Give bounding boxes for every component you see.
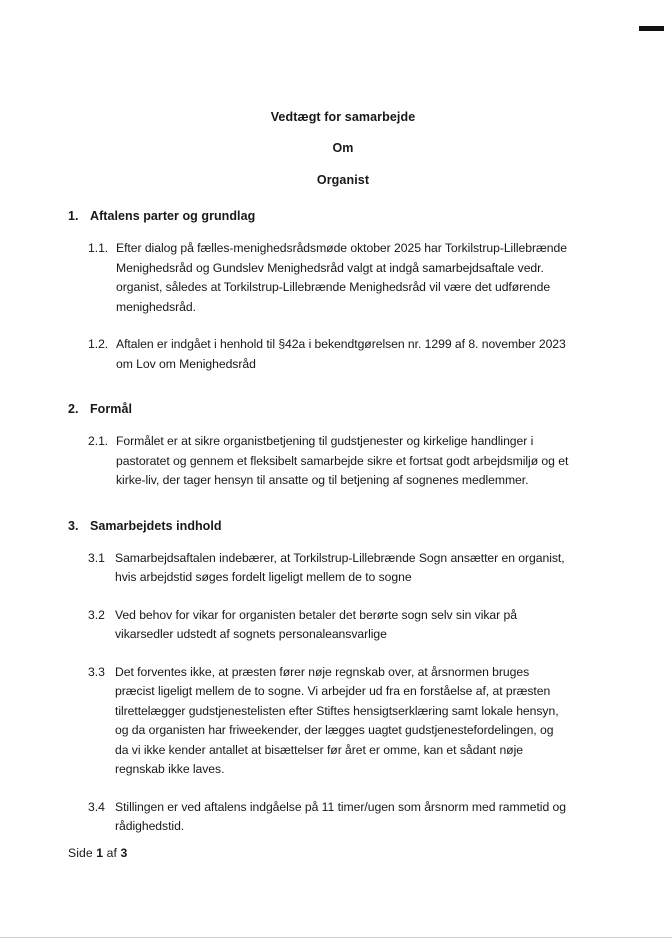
document-subtitle-organist: Organist [316, 173, 370, 187]
page-footer [68, 846, 127, 860]
document-title: Vedtægt for samarbejde [270, 110, 416, 124]
footer-total-pages: 3 [120, 846, 128, 860]
section-1-number: 1. [68, 209, 79, 223]
clause-3-1-number: 3.1 [88, 550, 105, 565]
section-3-heading [68, 519, 672, 533]
clause-1-1-number: 1.1. [88, 241, 109, 255]
clause-2-1-number: 2.1. [88, 434, 109, 448]
section-3-title: Samarbejdets indhold [90, 518, 222, 533]
footer-page-number: 1 [96, 846, 104, 860]
section-2-items [0, 432, 672, 491]
clause-3-4-number: 3.4 [88, 799, 105, 814]
document-title-block [0, 0, 672, 187]
section-1-items [0, 239, 672, 374]
clause-2-1 [88, 432, 570, 491]
clause-1-2 [88, 335, 570, 374]
footer-prefix: Side [68, 846, 97, 860]
clause-3-3 [88, 663, 570, 780]
section-2 [0, 402, 672, 491]
section-2-number: 2. [68, 402, 79, 416]
footer-middle: af [103, 846, 121, 860]
clause-1-2-number: 1.2. [88, 337, 109, 351]
section-3 [0, 519, 672, 837]
clause-1-1-text: Efter dialog på fælles-menighedsrådsmøde oktober 2025 har Torkilstrup-Lillebrænde Menighedsråd og Gundslev Menighedsråd valgt at indgå samarbejdsaftale vedr. organist, således at Torkilstrup-Lillebrænde Menighedsråd vil være det udførende menighedsråd. [116, 241, 567, 314]
clause-3-4 [88, 798, 570, 837]
clause-3-1-text: Samarbejdsaftalen indebærer, at Torkilstrup-Lillebrænde Sogn ansætter en organist, hvis arbejdstid søges fordelt ligeligt mellem de to sogne [115, 550, 565, 584]
clause-2-1-text: Formålet er at sikre organistbetjening til gudstjenester og kirkelige handlinger i pastoratet og gennem et fleksibelt samarbejde sikre et fortsat godt arbejdsmiljø og et kirke-liv, der tager hensyn til ansatte og til betjening af sognenes medlemmer. [116, 434, 569, 487]
clause-3-4-text: Stillingen er ved aftalens indgåelse på 11 timer/ugen som årsnorm med rammetid og rådighedstid. [115, 799, 566, 833]
clause-3-2-number: 3.2 [88, 607, 105, 622]
section-1 [0, 209, 672, 374]
section-2-heading [68, 402, 672, 416]
clause-1-2-text: Aftalen er indgået i henhold til §42a i bekendtgørelsen nr. 1299 af 8. november 2023 om Lov om Menighedsråd [116, 337, 566, 371]
section-1-title: Aftalens parter og grundlag [90, 209, 256, 223]
clause-3-2-text: Ved behov for vikar for organisten betaler det berørte sogn selv sin vikar på vikarsedler udstedt af sognets personaleansvarlige [115, 607, 517, 641]
section-1-heading [68, 209, 672, 223]
clause-3-3-number: 3.3 [88, 664, 105, 679]
section-3-number: 3. [68, 518, 79, 533]
clause-3-2 [88, 606, 570, 645]
clause-3-3-text: Det forventes ikke, at præsten fører nøje regnskab over, at årsnormen bruges præcist ligeligt mellem de to sogne. Vi arbejder ud fra en forståelse af, at præsten tilrettelægger gudstjenestelisten efter Stiftes hensigtserklæring samt lokale hensyn, og da organisten har friweekender, der lægges uagtet gudstjenestefordelingen, og da vi ikke kender antallet at bisættelser før året er omme, kan et sådant nøje regnskab ikke laves. [115, 664, 559, 776]
clause-3-1 [88, 549, 570, 588]
section-3-items [0, 549, 672, 837]
section-2-title: Formål [90, 402, 132, 416]
document-subtitle-om: Om [332, 141, 354, 155]
clause-1-1 [88, 239, 570, 317]
scan-artifact-edge-line [0, 937, 672, 938]
